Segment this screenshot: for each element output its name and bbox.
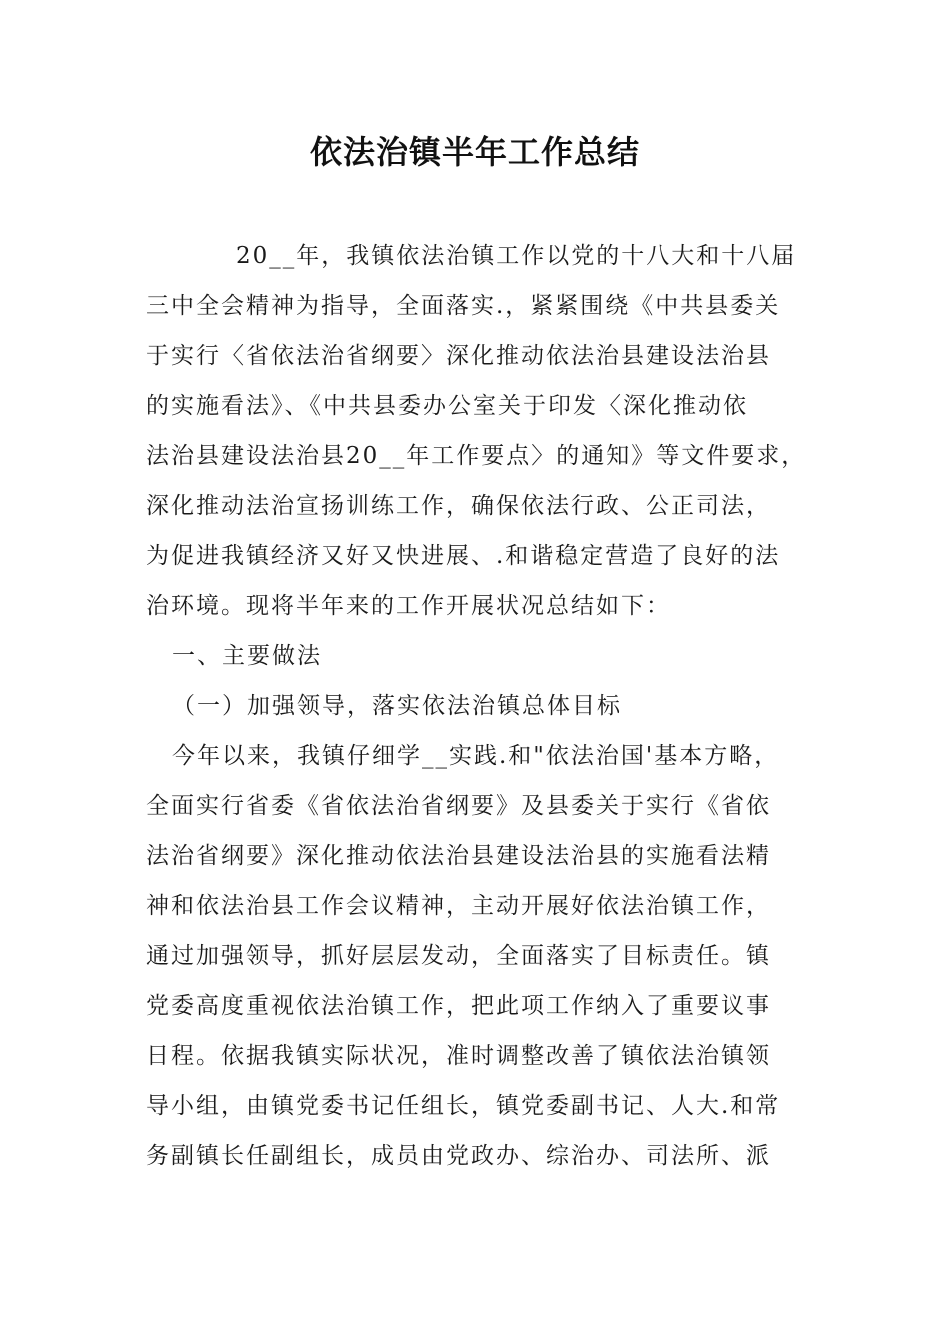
paragraph-line: 导小组，由镇党委书记任组长，镇党委副书记、人大.和常 xyxy=(146,1093,781,1119)
section-heading: 一、主要做法 xyxy=(172,643,322,669)
paragraph-line: 治环境。现将半年来的工作开展状况总结如下： xyxy=(146,593,671,619)
subsection-heading: （一）加强领导，落实依法治镇总体目标 xyxy=(172,693,622,719)
paragraph-line: 20__年，我镇依法治镇工作以党的十八大和十八届 xyxy=(236,243,797,269)
paragraph-line: 通过加强领导，抓好层层发动，全面落实了目标责任。镇 xyxy=(146,943,771,969)
paragraph-line: 今年以来，我镇仔细学__实践.和"依法治国'基本方略， xyxy=(172,743,780,769)
paragraph-line: 于实行〈省依法治省纲要〉深化推动依法治县建设法治县 xyxy=(146,343,771,369)
paragraph-line: 为促进我镇经济又好又快进展、.和谐稳定营造了良好的法 xyxy=(146,543,781,569)
paragraph-line: 法治省纲要》深化推动依法治县建设法治县的实施看法精 xyxy=(146,843,771,869)
paragraph-line: 的实施看法》、《中共县委办公室关于印发〈深化推动依 xyxy=(146,393,748,419)
paragraph-line: 日程。依据我镇实际状况，准时调整改善了镇依法治镇领 xyxy=(146,1043,771,1069)
paragraph-line: 法治县建设法治县20__年工作要点〉的通知》等文件要求， xyxy=(146,443,807,469)
paragraph-line: 深化推动法治宣扬训练工作，确保依法行政、公正司法， xyxy=(146,493,771,519)
paragraph-line: 务副镇长任副组长，成员由党政办、综治办、司法所、派 xyxy=(146,1143,771,1169)
paragraph-line: 党委高度重视依法治镇工作，把此项工作纳入了重要议事 xyxy=(146,993,771,1019)
paragraph-line: 神和依法治县工作会议精神，主动开展好依法治镇工作， xyxy=(146,893,771,919)
paragraph-line: 三中全会精神为指导，全面落实.，紧紧围绕《中共县委关 xyxy=(146,293,781,319)
paragraph-line: 全面实行省委《省依法治省纲要》及县委关于实行《省依 xyxy=(146,793,771,819)
document-title: 依法治镇半年工作总结 xyxy=(309,133,640,171)
